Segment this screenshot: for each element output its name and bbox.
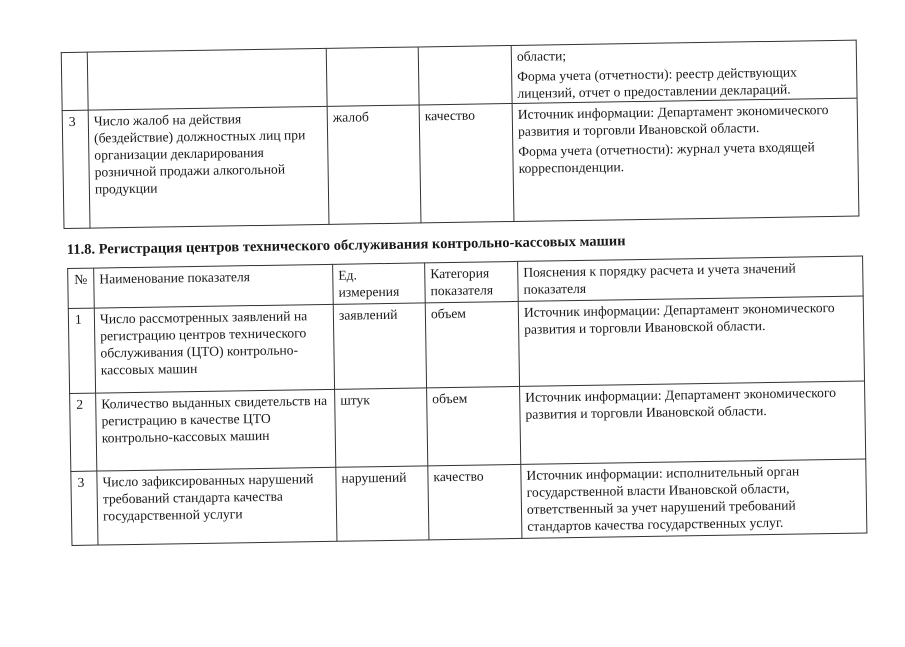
header-name: Наименование показателя — [94, 264, 334, 308]
unit-cell — [326, 47, 419, 106]
category-cell — [418, 46, 512, 105]
category-cell: объем — [425, 301, 519, 387]
header-num: № — [68, 268, 95, 308]
explanation-cell: Источник информации: Департамент экономического развития и торговли Ивановской области. — [518, 296, 864, 386]
category-cell: объем — [427, 386, 521, 465]
table-row — [62, 98, 859, 228]
indicators-table — [67, 256, 867, 546]
row-number: 3 — [62, 110, 90, 228]
indicator-name: Число жалоб на действия (бездействие) должностных лиц при организации декларирования розничной продажи алкогольной продукции — [88, 106, 329, 228]
row-number: 2 — [70, 393, 97, 471]
indicator-name — [87, 48, 327, 110]
explanation-cell: Источник информации: исполнительный орган государственной власти Ивановской области, ответственный за учет нарушений требований стандартов качества государственных услуг. — [521, 459, 867, 538]
indicator-name: Число рассмотренных заявлений на регистрацию центров технического обслуживания (ЦТО) контрольно-кассовых машин — [94, 304, 334, 393]
section-title: 11.8. Регистрация центров технического обслуживания контрольно-кассовых машин — [66, 233, 626, 259]
header-unit: Ед. измерения — [333, 263, 426, 304]
unit-cell: жалоб — [327, 105, 421, 224]
explanation-cell: Источник информации: Департамент экономического развития и торговли Ивановской области. — [520, 381, 866, 464]
row-number: 1 — [68, 308, 95, 393]
indicator-name: Число зафиксированных нарушений требований стандарта качества государственной услуги — [97, 467, 337, 545]
row-number: 3 — [71, 471, 98, 545]
explanation-cell — [511, 40, 857, 103]
explanation-line: Форма учета (отчетности): журнал учета входящей корреспонденции. — [518, 139, 815, 176]
row-number — [61, 52, 88, 110]
explanation-line: Источник информации: Департамент экономического развития и торговли Ивановской области. — [517, 102, 829, 139]
indicator-name: Количество выданных свидетельств на регистрацию в качестве ЦТО контрольно-кассовых машин — [96, 389, 336, 471]
indicators-table-continued — [61, 40, 860, 229]
explanation-cell — [512, 98, 859, 221]
unit-cell: заявлений — [333, 303, 426, 389]
explanation-line: области; — [516, 48, 567, 64]
table-row — [71, 459, 867, 545]
unit-cell: штук — [335, 388, 428, 467]
header-category: Категория показателя — [425, 261, 519, 302]
table-row — [68, 296, 864, 393]
table-row — [70, 381, 866, 471]
unit-cell: нарушений — [336, 466, 429, 541]
category-cell: качество — [419, 103, 514, 222]
header-explanation: Пояснения к порядку расчета и учета значений показателя — [518, 256, 864, 301]
category-cell: качество — [428, 464, 522, 539]
explanation-line: Форма учета (отчетности): реестр действующих лицензий, отчет о предоставлении деклараций. — [517, 64, 797, 101]
